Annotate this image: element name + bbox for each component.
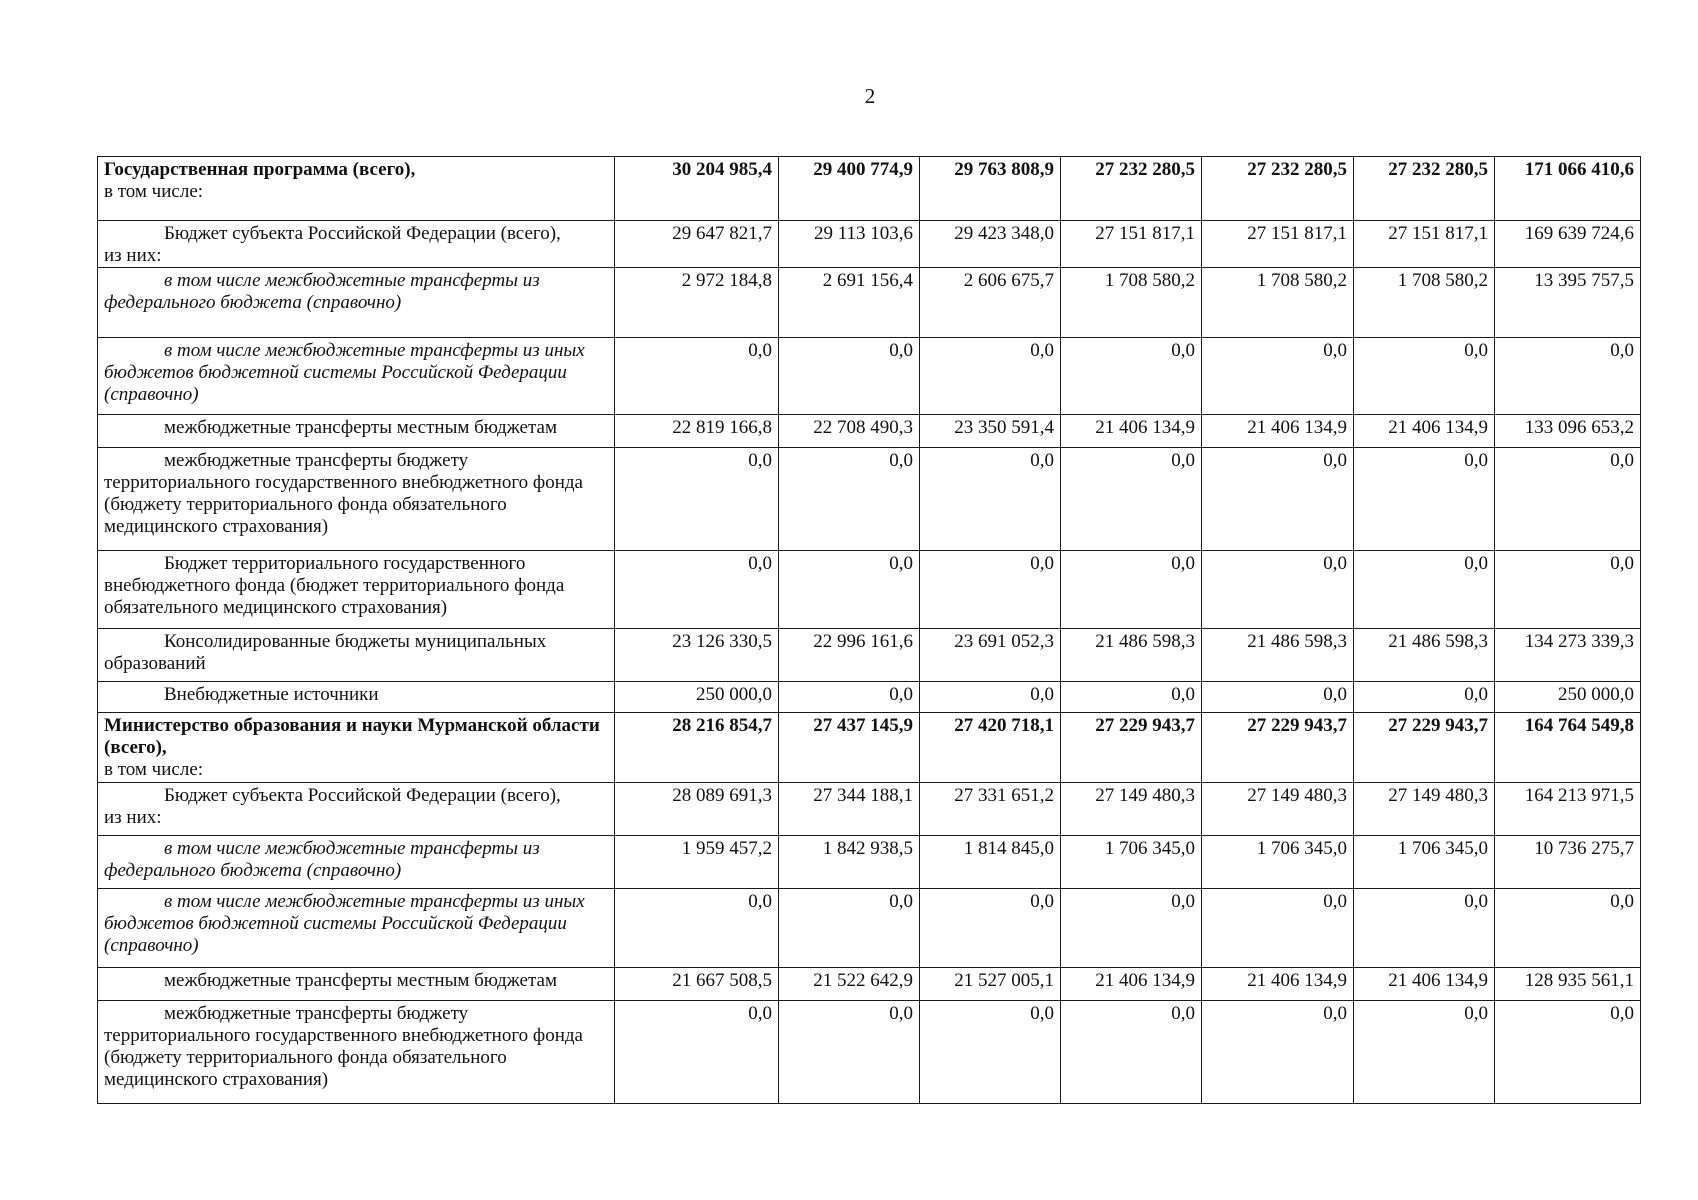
row-label: в том числе межбюджетные трансферты из иных бюджетов бюджетной системы Российской Федерации (справочно) xyxy=(98,889,615,968)
value-cell: 0,0 xyxy=(1202,682,1354,713)
value-cell: 0,0 xyxy=(1202,1001,1354,1104)
row-label: в том числе межбюджетные трансферты из федерального бюджета (справочно) xyxy=(98,836,615,889)
value-cell: 29 400 774,9 xyxy=(779,157,920,221)
row-label-line2: из них: xyxy=(104,807,162,828)
value-cell: 0,0 xyxy=(779,448,920,551)
table-row xyxy=(98,682,1641,713)
row-label-line2: в том числе: xyxy=(104,759,204,780)
value-cell: 0,0 xyxy=(920,551,1061,629)
value-cell: 0,0 xyxy=(1354,1001,1495,1104)
value-cell: 27 420 718,1 xyxy=(920,713,1061,783)
value-cell: 0,0 xyxy=(1354,448,1495,551)
value-cell: 0,0 xyxy=(920,682,1061,713)
value-cell: 0,0 xyxy=(1202,889,1354,968)
value-cell: 134 273 339,3 xyxy=(1495,629,1641,682)
value-cell: 0,0 xyxy=(1354,551,1495,629)
value-cell: 0,0 xyxy=(615,1001,779,1104)
value-cell: 0,0 xyxy=(615,551,779,629)
value-cell: 27 229 943,7 xyxy=(1202,713,1354,783)
value-cell: 128 935 561,1 xyxy=(1495,968,1641,1001)
row-label xyxy=(98,221,615,268)
row-label-line1: Государственная программа (всего), xyxy=(104,159,416,180)
row-label: межбюджетные трансферты местным бюджетам xyxy=(98,968,615,1001)
value-cell: 164 213 971,5 xyxy=(1495,783,1641,836)
value-cell: 0,0 xyxy=(1354,889,1495,968)
budget-table xyxy=(97,156,1641,1104)
value-cell: 2 691 156,4 xyxy=(779,268,920,338)
value-cell: 0,0 xyxy=(920,889,1061,968)
value-cell: 27 149 480,3 xyxy=(1202,783,1354,836)
row-label: межбюджетные трансферты местным бюджетам xyxy=(98,415,615,448)
value-cell: 0,0 xyxy=(1354,338,1495,415)
row-label xyxy=(98,157,615,221)
value-cell: 0,0 xyxy=(779,551,920,629)
value-cell: 27 232 280,5 xyxy=(1202,157,1354,221)
table-row xyxy=(98,551,1641,629)
value-cell: 1 706 345,0 xyxy=(1202,836,1354,889)
value-cell: 0,0 xyxy=(1495,338,1641,415)
value-cell: 27 229 943,7 xyxy=(1354,713,1495,783)
row-label-line1: Министерство образования и науки Мурманской области (всего), xyxy=(104,715,600,758)
table-row xyxy=(98,221,1641,268)
value-cell: 0,0 xyxy=(1495,889,1641,968)
value-cell: 1 708 580,2 xyxy=(1061,268,1202,338)
value-cell: 21 406 134,9 xyxy=(1202,968,1354,1001)
value-cell: 0,0 xyxy=(1495,551,1641,629)
row-label: в том числе межбюджетные трансферты из федерального бюджета (справочно) xyxy=(98,268,615,338)
value-cell: 0,0 xyxy=(920,448,1061,551)
value-cell: 2 972 184,8 xyxy=(615,268,779,338)
table-row xyxy=(98,968,1641,1001)
value-cell: 27 344 188,1 xyxy=(779,783,920,836)
table-row xyxy=(98,1001,1641,1104)
row-label-line1: Бюджет субъекта Российской Федерации (всего), xyxy=(164,785,561,806)
value-cell: 22 819 166,8 xyxy=(615,415,779,448)
value-cell: 27 151 817,1 xyxy=(1354,221,1495,268)
value-cell: 29 113 103,6 xyxy=(779,221,920,268)
row-label: Внебюджетные источники xyxy=(98,682,615,713)
value-cell: 0,0 xyxy=(1495,448,1641,551)
value-cell: 27 149 480,3 xyxy=(1061,783,1202,836)
value-cell: 21 406 134,9 xyxy=(1354,968,1495,1001)
value-cell: 0,0 xyxy=(1354,682,1495,713)
value-cell: 21 527 005,1 xyxy=(920,968,1061,1001)
row-label-line2: в том числе: xyxy=(104,181,204,202)
value-cell: 1 842 938,5 xyxy=(779,836,920,889)
value-cell: 250 000,0 xyxy=(615,682,779,713)
table-row xyxy=(98,448,1641,551)
value-cell: 169 639 724,6 xyxy=(1495,221,1641,268)
value-cell: 21 406 134,9 xyxy=(1354,415,1495,448)
value-cell: 0,0 xyxy=(779,889,920,968)
value-cell: 21 406 134,9 xyxy=(1061,968,1202,1001)
table-row xyxy=(98,157,1641,221)
value-cell: 0,0 xyxy=(1061,338,1202,415)
value-cell: 27 232 280,5 xyxy=(1354,157,1495,221)
value-cell: 1 708 580,2 xyxy=(1202,268,1354,338)
row-label xyxy=(98,713,615,783)
value-cell: 171 066 410,6 xyxy=(1495,157,1641,221)
value-cell: 250 000,0 xyxy=(1495,682,1641,713)
value-cell: 0,0 xyxy=(1061,1001,1202,1104)
value-cell: 29 763 808,9 xyxy=(920,157,1061,221)
value-cell: 29 647 821,7 xyxy=(615,221,779,268)
value-cell: 21 486 598,3 xyxy=(1354,629,1495,682)
value-cell: 0,0 xyxy=(1061,682,1202,713)
value-cell: 0,0 xyxy=(1202,338,1354,415)
value-cell: 133 096 653,2 xyxy=(1495,415,1641,448)
table-row xyxy=(98,629,1641,682)
value-cell: 0,0 xyxy=(1202,448,1354,551)
value-cell: 1 959 457,2 xyxy=(615,836,779,889)
value-cell: 27 151 817,1 xyxy=(1202,221,1354,268)
value-cell: 0,0 xyxy=(1202,551,1354,629)
value-cell: 0,0 xyxy=(779,338,920,415)
value-cell: 0,0 xyxy=(920,1001,1061,1104)
row-label-line2: из них: xyxy=(104,245,162,266)
value-cell: 23 126 330,5 xyxy=(615,629,779,682)
value-cell: 0,0 xyxy=(615,889,779,968)
table-row xyxy=(98,268,1641,338)
row-label: межбюджетные трансферты бюджету территориального государственного внебюджетного фонда (бюджету территориального фонда обязательного медицинского страхования) xyxy=(98,448,615,551)
value-cell: 2 606 675,7 xyxy=(920,268,1061,338)
row-label: Консолидированные бюджеты муниципальных образований xyxy=(98,629,615,682)
value-cell: 22 996 161,6 xyxy=(779,629,920,682)
table-row xyxy=(98,338,1641,415)
value-cell: 30 204 985,4 xyxy=(615,157,779,221)
row-label xyxy=(98,783,615,836)
row-label: межбюджетные трансферты бюджету территориального государственного внебюджетного фонда (бюджету территориального фонда обязательного медицинского страхования) xyxy=(98,1001,615,1104)
value-cell: 27 437 145,9 xyxy=(779,713,920,783)
value-cell: 29 423 348,0 xyxy=(920,221,1061,268)
value-cell: 0,0 xyxy=(615,448,779,551)
value-cell: 0,0 xyxy=(1061,889,1202,968)
value-cell: 21 522 642,9 xyxy=(779,968,920,1001)
value-cell: 23 350 591,4 xyxy=(920,415,1061,448)
value-cell: 27 229 943,7 xyxy=(1061,713,1202,783)
value-cell: 0,0 xyxy=(615,338,779,415)
value-cell: 164 764 549,8 xyxy=(1495,713,1641,783)
value-cell: 21 406 134,9 xyxy=(1202,415,1354,448)
row-label: в том числе межбюджетные трансферты из иных бюджетов бюджетной системы Российской Федерации (справочно) xyxy=(98,338,615,415)
row-label: Бюджет территориального государственного внебюджетного фонда (бюджет территориального фонда обязательного медицинского страхования) xyxy=(98,551,615,629)
value-cell: 1 814 845,0 xyxy=(920,836,1061,889)
value-cell: 1 706 345,0 xyxy=(1354,836,1495,889)
value-cell: 0,0 xyxy=(779,1001,920,1104)
value-cell: 0,0 xyxy=(779,682,920,713)
value-cell: 23 691 052,3 xyxy=(920,629,1061,682)
value-cell: 13 395 757,5 xyxy=(1495,268,1641,338)
value-cell: 21 486 598,3 xyxy=(1202,629,1354,682)
table-row xyxy=(98,713,1641,783)
value-cell: 28 089 691,3 xyxy=(615,783,779,836)
value-cell: 27 149 480,3 xyxy=(1354,783,1495,836)
value-cell: 21 486 598,3 xyxy=(1061,629,1202,682)
table-row xyxy=(98,836,1641,889)
value-cell: 1 706 345,0 xyxy=(1061,836,1202,889)
table-row xyxy=(98,889,1641,968)
value-cell: 1 708 580,2 xyxy=(1354,268,1495,338)
value-cell: 0,0 xyxy=(1061,551,1202,629)
value-cell: 27 232 280,5 xyxy=(1061,157,1202,221)
value-cell: 0,0 xyxy=(920,338,1061,415)
value-cell: 27 151 817,1 xyxy=(1061,221,1202,268)
table-row xyxy=(98,783,1641,836)
value-cell: 0,0 xyxy=(1495,1001,1641,1104)
page-number: 2 xyxy=(864,84,876,108)
value-cell: 22 708 490,3 xyxy=(779,415,920,448)
row-label-line1: Бюджет субъекта Российской Федерации (всего), xyxy=(164,223,561,244)
value-cell: 27 331 651,2 xyxy=(920,783,1061,836)
value-cell: 21 667 508,5 xyxy=(615,968,779,1001)
value-cell: 0,0 xyxy=(1061,448,1202,551)
value-cell: 28 216 854,7 xyxy=(615,713,779,783)
table-row xyxy=(98,415,1641,448)
value-cell: 10 736 275,7 xyxy=(1495,836,1641,889)
value-cell: 21 406 134,9 xyxy=(1061,415,1202,448)
